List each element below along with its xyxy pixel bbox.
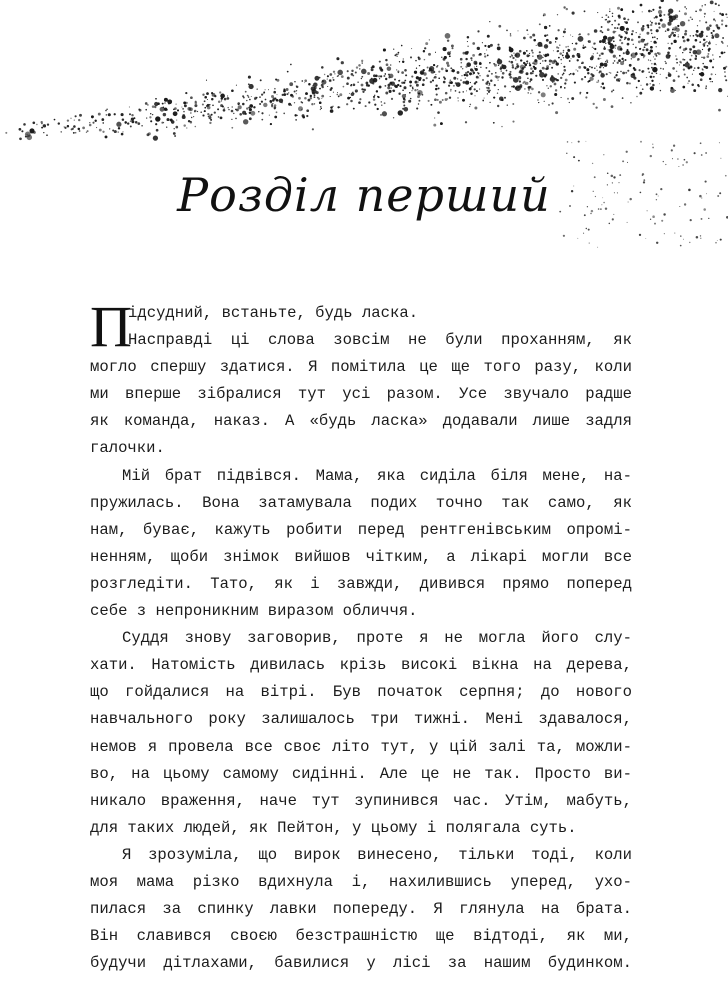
text-line: могло спершу здатися. Я помітила це ще того разу, коли — [90, 358, 632, 377]
text-line: моя мама різко вдихнула і, нахилившись уперед, ухо- — [90, 872, 632, 891]
text-line: нам, буває, кажуть робити перед рентгенівським опромі- — [90, 520, 632, 539]
text-line: Суддя знову заговорив, проте я не могла його слу- — [122, 629, 632, 648]
text-line: галочки. — [90, 439, 165, 458]
text-line: як команда, наказ. А «будь ласка» додавали лише задля — [90, 412, 632, 431]
text-line: Я зрозуміла, що вирок винесено, тільки тоді, коли — [122, 845, 632, 864]
text-line: пружилась. Вона затамувала подих точно так само, як — [90, 493, 632, 512]
body-text — [90, 294, 632, 977]
text-line: хати. Натомість дивилась крізь високі вікна на дерева, — [90, 656, 632, 675]
text-line: для таких людей, як Пейтон, у цьому і полягала суть. — [90, 818, 577, 837]
text-line: навчального року залишалось три тижні. Мені здавалося, — [90, 710, 632, 729]
text-line: ненням, щоби знімок вийшов чітким, а лікарі могли все — [90, 547, 632, 566]
text-line: будучи дітлахами, бавилися у лісі за нашим будинком. — [90, 954, 632, 973]
text-line: Він славився своєю безстрашністю ще відтоді, як ми, — [90, 927, 632, 946]
chapter-title: Розділ перший — [177, 168, 551, 222]
text-line: ми вперше зібралися тут усі разом. Усе звучало радше — [90, 385, 632, 404]
text-line: немов я провела все своє літо тут, у цій залі та, можли- — [90, 737, 632, 756]
text-line: пилася за спинку лавки попереду. Я глянула на брата. — [90, 900, 632, 919]
text-line: себе з непроникним виразом обличчя. — [90, 602, 418, 621]
text-line: во, на цьому самому сидінні. Але це не так. Просто ви- — [90, 764, 632, 783]
text-line: Мій брат підвівся. Мама, яка сиділа біля мене, на- — [122, 466, 632, 485]
drop-cap: П — [90, 294, 132, 359]
text-line: ідсудний, встаньте, будь ласка. — [128, 304, 419, 322]
text-line: Насправді ці слова зовсім не були проханням, як — [128, 331, 632, 350]
text-line: никало враження, наче тут зупинився час. Утім, мабуть, — [90, 791, 632, 810]
text-line: що гойдалися на вітрі. Був початок серпня; до нового — [90, 683, 632, 702]
text-line: розгледіти. Тато, як і завжди, дивився прямо поперед — [90, 574, 632, 593]
